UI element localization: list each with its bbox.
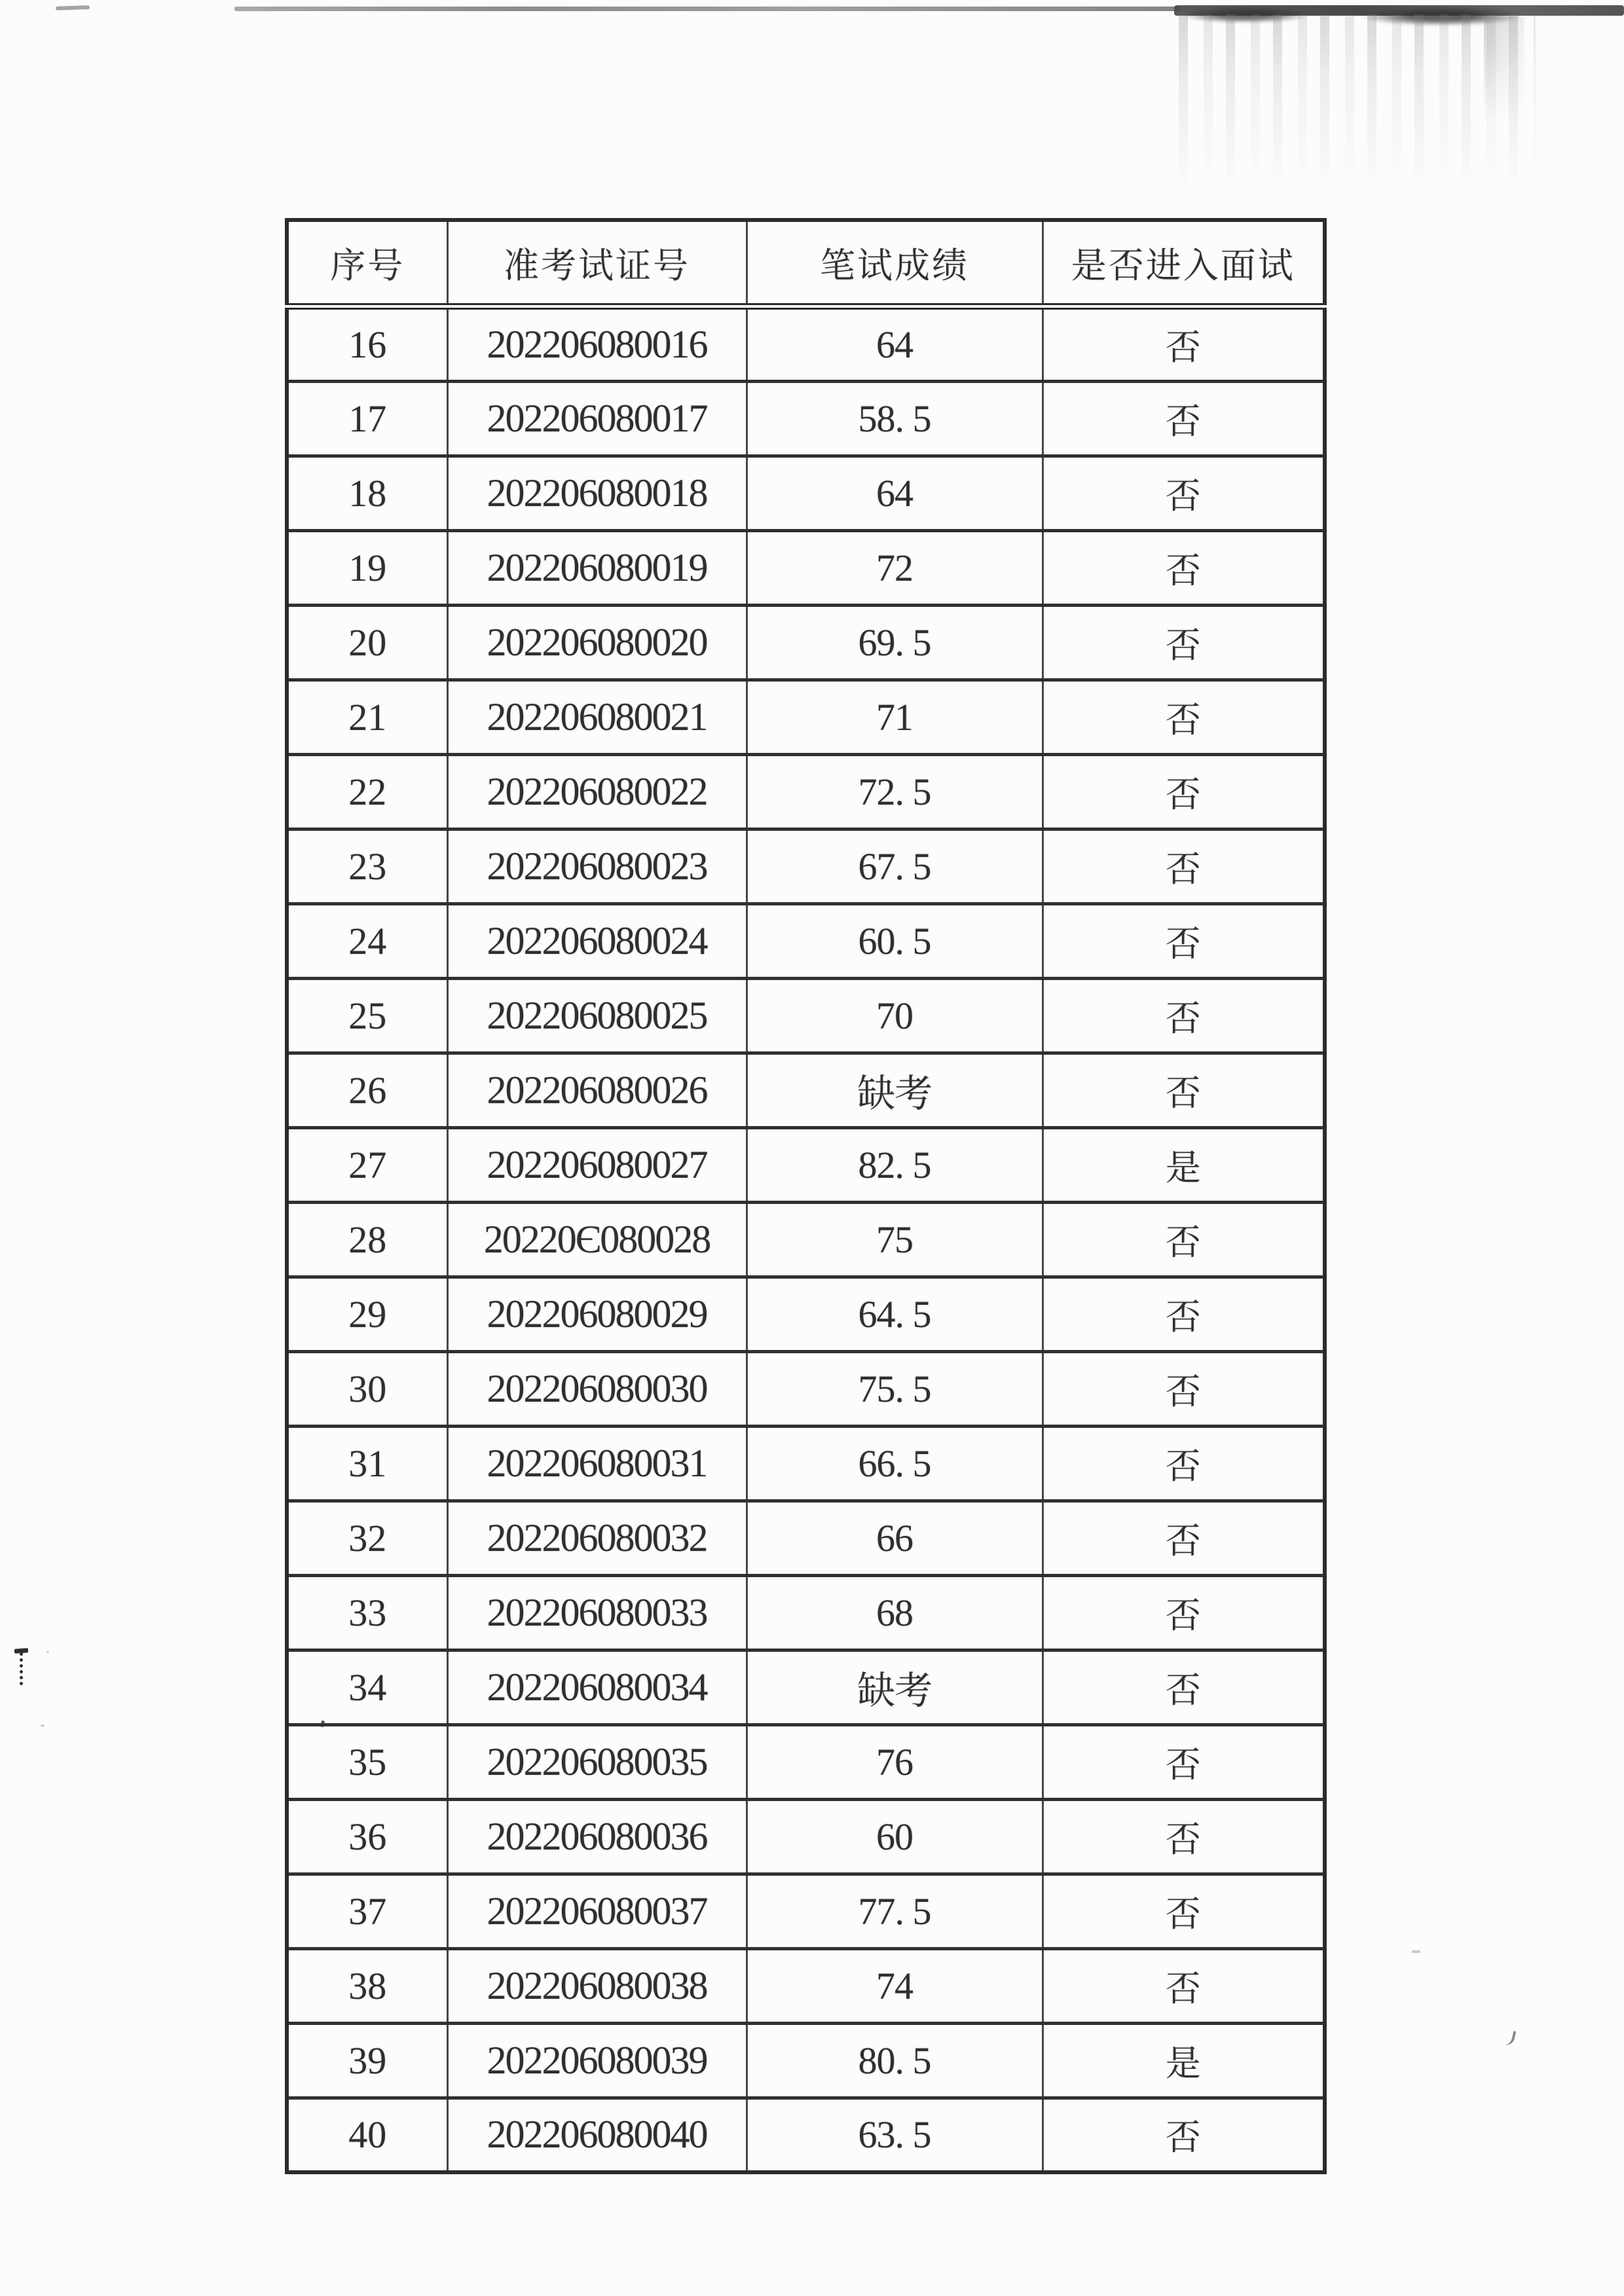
cell-interview: 否 [1043,1650,1325,1724]
cell-ticket: 202206080033 [447,1575,747,1650]
cell-serial: 21 [287,680,447,754]
scan-artifact-top-edge [234,7,1181,11]
scan-artifact-left-margin [14,1648,28,1653]
cell-ticket: 202206080031 [447,1426,747,1501]
cell-serial: 18 [287,456,447,530]
cell-serial: 20 [287,605,447,680]
cell-score: 64 [747,306,1043,381]
table-row [287,530,1325,605]
cell-ticket: 202206080038 [447,1948,747,2023]
cell-ticket: 202206080027 [447,1127,747,1202]
cell-ticket: 202206080040 [447,2098,747,2172]
cell-score: 缺考 [747,1650,1043,1724]
table-row [287,381,1325,456]
cell-score: 72. 5 [747,754,1043,829]
cell-interview: 否 [1043,1202,1325,1277]
scan-artifact-top-edge [1174,5,1624,16]
cell-score: 64. 5 [747,1277,1043,1351]
cell-ticket: 202206080026 [447,1053,747,1127]
cell-score: 82. 5 [747,1127,1043,1202]
table-row [287,1127,1325,1202]
table-row [287,1575,1325,1650]
cell-ticket: 202206080035 [447,1724,747,1799]
cell-ticket: 20220Є080028 [447,1202,747,1277]
cell-score: 60 [747,1799,1043,1874]
cell-interview: 否 [1043,381,1325,456]
cell-ticket: 202206080023 [447,829,747,903]
header-row [287,220,1325,306]
cell-serial: 19 [287,530,447,605]
cell-interview: 否 [1043,605,1325,680]
cell-interview: 否 [1043,1874,1325,1948]
cell-interview: 否 [1043,1575,1325,1650]
table-row [287,1948,1325,2023]
cell-ticket: 202206080016 [447,306,747,381]
cell-serial: 22 [287,754,447,829]
scan-artifact-streaks [1179,14,1536,192]
scan-artifact-blot [1364,7,1520,26]
cell-interview: 是 [1043,2023,1325,2098]
table-row [287,2098,1325,2172]
cell-interview: 否 [1043,1053,1325,1127]
cell-serial: 29 [287,1277,447,1351]
table-row [287,754,1325,829]
scan-artifact-speck [1412,1950,1420,1953]
cell-score: 68 [747,1575,1043,1650]
scan-artifact-speck [1503,2030,1517,2047]
cell-ticket: 202206080018 [447,456,747,530]
cell-ticket: 202206080034 [447,1650,747,1724]
cell-score: 66. 5 [747,1426,1043,1501]
table-row [287,1426,1325,1501]
cell-serial: 37 [287,1874,447,1948]
cell-interview: 否 [1043,1799,1325,1874]
table-row [287,978,1325,1053]
cell-ticket: 202206080036 [447,1799,747,1874]
column-header-ticket: 准考试证号 [447,220,747,306]
cell-serial: 40 [287,2098,447,2172]
table-row [287,456,1325,530]
cell-score: 58. 5 [747,381,1043,456]
cell-ticket: 202206080025 [447,978,747,1053]
cell-score: 75. 5 [747,1351,1043,1426]
cell-interview: 否 [1043,1501,1325,1575]
cell-serial: 34 [287,1650,447,1724]
cell-interview: 否 [1043,1948,1325,2023]
cell-ticket: 202206080020 [447,605,747,680]
cell-ticket: 202206080019 [447,530,747,605]
table-row [287,1351,1325,1426]
cell-serial: 30 [287,1351,447,1426]
cell-serial: 24 [287,903,447,978]
table-row [287,1799,1325,1874]
table-row [287,1053,1325,1127]
cell-score: 74 [747,1948,1043,2023]
cell-serial: 16 [287,306,447,381]
cell-ticket: 202206080032 [447,1501,747,1575]
cell-serial: 27 [287,1127,447,1202]
cell-interview: 否 [1043,978,1325,1053]
cell-interview: 否 [1043,456,1325,530]
cell-ticket: 202206080039 [447,2023,747,2098]
cell-interview: 是 [1043,1127,1325,1202]
cell-serial: 23 [287,829,447,903]
cell-ticket: 202206080017 [447,381,747,456]
cell-interview: 否 [1043,2098,1325,2172]
written-test-results-table [285,218,1327,2174]
table-row [287,306,1325,381]
cell-ticket: 202206080021 [447,680,747,754]
table-row [287,680,1325,754]
column-header-score: 笔试成绩 [747,220,1043,306]
cell-serial: 39 [287,2023,447,2098]
table-row [287,1874,1325,1948]
cell-score: 75 [747,1202,1043,1277]
cell-serial: 31 [287,1426,447,1501]
cell-score: 64 [747,456,1043,530]
cell-serial: 36 [287,1799,447,1874]
cell-serial: 17 [287,381,447,456]
cell-ticket: 202206080037 [447,1874,747,1948]
table-row [287,1501,1325,1575]
scan-artifact-speck [41,1724,45,1727]
cell-interview: 否 [1043,829,1325,903]
cell-score: 60. 5 [747,903,1043,978]
cell-interview: 否 [1043,680,1325,754]
cell-interview: 否 [1043,530,1325,605]
cell-interview: 否 [1043,903,1325,978]
cell-serial: 38 [287,1948,447,2023]
column-header-interview: 是否进入面试 [1043,220,1325,306]
cell-serial: 26 [287,1053,447,1127]
cell-interview: 否 [1043,1426,1325,1501]
cell-score: 缺考 [747,1053,1043,1127]
scan-artifact-streaks [1484,17,1524,118]
cell-score: 69. 5 [747,605,1043,680]
cell-score: 67. 5 [747,829,1043,903]
cell-interview: 否 [1043,1277,1325,1351]
table-body [287,306,1325,2172]
table-row [287,1650,1325,1724]
table-row [287,1724,1325,1799]
cell-score: 72 [747,530,1043,605]
cell-interview: 否 [1043,754,1325,829]
cell-interview: 否 [1043,1351,1325,1426]
cell-score: 63. 5 [747,2098,1043,2172]
table-row [287,2023,1325,2098]
scan-artifact-left-margin [20,1652,23,1685]
cell-score: 77. 5 [747,1874,1043,1948]
table-row [287,903,1325,978]
scan-artifact-blot [1184,7,1307,23]
cell-score: 70 [747,978,1043,1053]
table-row [287,1277,1325,1351]
cell-serial: 35 [287,1724,447,1799]
cell-serial: 32 [287,1501,447,1575]
table-row [287,605,1325,680]
cell-interview: 否 [1043,1724,1325,1799]
table-row [287,829,1325,903]
cell-score: 71 [747,680,1043,754]
table-row [287,1202,1325,1277]
cell-serial: 28 [287,1202,447,1277]
scan-artifact-speck [46,1650,49,1653]
scan-artifact-top-edge [56,5,90,10]
cell-score: 76 [747,1724,1043,1799]
column-header-serial: 序号 [287,220,447,306]
cell-interview: 否 [1043,306,1325,381]
cell-serial: 33 [287,1575,447,1650]
cell-score: 80. 5 [747,2023,1043,2098]
cell-ticket: 202206080030 [447,1351,747,1426]
cell-ticket: 202206080029 [447,1277,747,1351]
cell-serial: 25 [287,978,447,1053]
cell-ticket: 202206080022 [447,754,747,829]
cell-ticket: 202206080024 [447,903,747,978]
cell-score: 66 [747,1501,1043,1575]
